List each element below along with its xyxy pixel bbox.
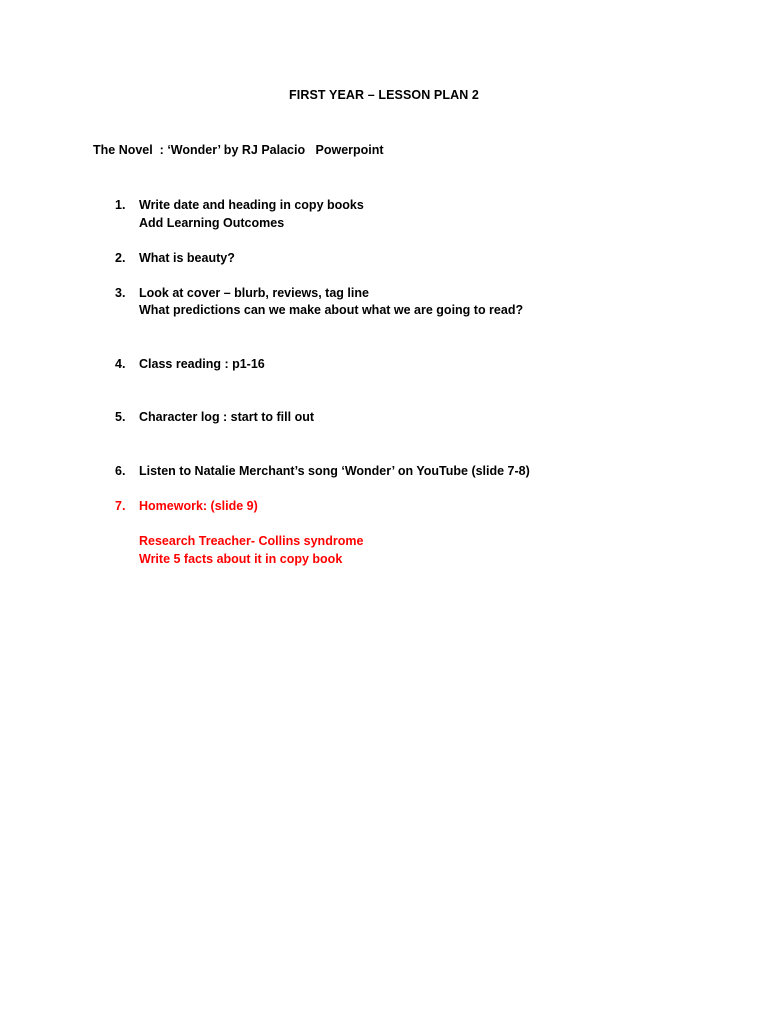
homework-note: Write 5 facts about it in copy book [139,552,343,566]
item-text: Add Learning Outcomes [139,216,285,230]
item-number: 6. [115,464,126,478]
item-number: 3. [115,286,126,300]
homework-heading: Homework: (slide 9) [139,499,258,513]
item-number: 2. [115,251,126,265]
item-text: Character log : start to fill out [139,410,315,424]
item-text: Look at cover – blurb, reviews, tag line [139,286,369,300]
item-number: 1. [115,198,126,212]
homework-note: Research Treacher- Collins syndrome [139,534,364,548]
item-number: 4. [115,357,126,371]
item-text: Class reading : p1-16 [139,357,265,371]
item-number: 7. [115,499,126,513]
item-text: Listen to Natalie Merchant’s song ‘Wonder’ on YouTube (slide 7-8) [139,464,530,478]
item-text: Write date and heading in copy books [139,198,364,212]
item-text: What predictions can we make about what we are going to read? [139,303,524,317]
novel-subtitle: The Novel : ‘Wonder’ by RJ Palacio Powerpoint [93,143,384,157]
page-title: FIRST YEAR – LESSON PLAN 2 [289,88,479,102]
item-number: 5. [115,410,126,424]
item-text: What is beauty? [139,251,235,265]
